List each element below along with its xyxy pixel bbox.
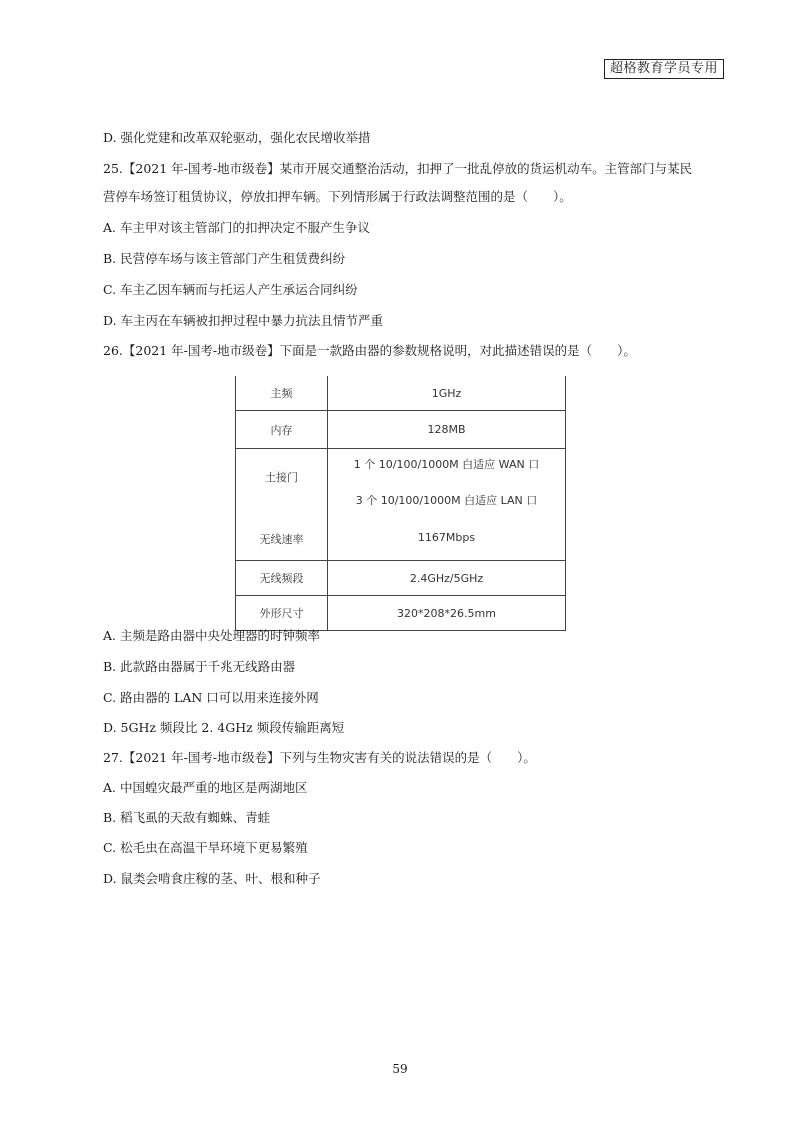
band-value: 2.4GHz/5GHz — [328, 561, 566, 596]
ports-and-rate-values — [328, 449, 566, 561]
ports-wan: 1 个 10/100/1000M 白适应 WAN 口 — [353, 458, 540, 471]
q26-option-c: C. 路由器的 LAN 口可以用来连接外网 — [103, 690, 319, 705]
size-value: 320*208*26.5mm — [328, 596, 566, 631]
q27-option-a: A. 中国蝗灾最严重的地区是两湖地区 — [103, 780, 308, 795]
router-spec-table — [235, 376, 566, 631]
ports-label: 土接门 — [265, 471, 298, 484]
q25-option-a: A. 车主甲对该主管部门的扣押决定不服产生争议 — [103, 220, 370, 235]
table-row — [236, 596, 566, 631]
q27-stem: 27.【2021 年-国考-地市级卷】下列与生物灾害有关的说法错误的是（ ）。 — [103, 750, 536, 765]
page-number: 59 — [392, 1062, 408, 1076]
table-row — [236, 561, 566, 596]
q25-stem-line-2: 营停车场签订租赁协议，停放扣押车辆。下列情形属于行政法调整范围的是（ ）。 — [103, 189, 572, 204]
q25-option-b: B. 民营停车场与该主管部门产生租赁费纠纷 — [103, 251, 346, 266]
ports-lan: 3 个 10/100/1000M 白适应 LAN 口 — [355, 494, 538, 507]
band-label: 无线频段 — [236, 561, 328, 596]
q26-stem: 26.【2021 年-国考-地市级卷】下面是一款路由器的参数规格说明，对此描述错误的是（ ）。 — [103, 343, 636, 358]
student-only-stamp: 超格教育学员专用 — [604, 59, 724, 79]
q27-option-d: D. 鼠类会啃食庄稼的茎、叶、根和种子 — [103, 871, 321, 886]
q26-option-a: A. 主频是路由器中央处理器的时钟频率 — [103, 628, 320, 643]
wireless-rate-label: 无线速率 — [259, 533, 304, 546]
q27-option-c: C. 松毛虫在高温干旱环境下更易繁殖 — [103, 840, 308, 855]
ports-and-rate-labels — [236, 449, 328, 561]
size-label: 外形尺寸 — [236, 596, 328, 631]
table-row — [236, 449, 566, 561]
q25-stem-line-1: 25.【2021 年-国考-地市级卷】某市开展交通整治活动，扣押了一批乱停放的货运机动车。主管部门与某民 — [103, 161, 693, 176]
table-row — [236, 376, 566, 411]
memory-value: 128MB — [328, 411, 566, 449]
q26-option-b: B. 此款路由器属于千兆无线路由器 — [103, 659, 296, 674]
q27-option-b: B. 稻飞虱的天敌有蜘蛛、青蛙 — [103, 810, 271, 825]
q25-option-d: D. 车主丙在车辆被扣押过程中暴力抗法且情节严重 — [103, 313, 384, 328]
q24-option-d: D. 强化党建和改革双轮驱动，强化农民增收举措 — [103, 130, 371, 145]
freq-value: 1GHz — [328, 376, 566, 411]
wireless-rate-value: 1167Mbps — [417, 531, 476, 544]
freq-label: 主频 — [236, 376, 328, 411]
table-row — [236, 411, 566, 449]
q26-option-d: D. 5GHz 频段比 2. 4GHz 频段传输距离短 — [103, 720, 345, 735]
q25-option-c: C. 车主乙因车辆而与托运人产生承运合同纠纷 — [103, 282, 358, 297]
memory-label: 内存 — [236, 411, 328, 449]
